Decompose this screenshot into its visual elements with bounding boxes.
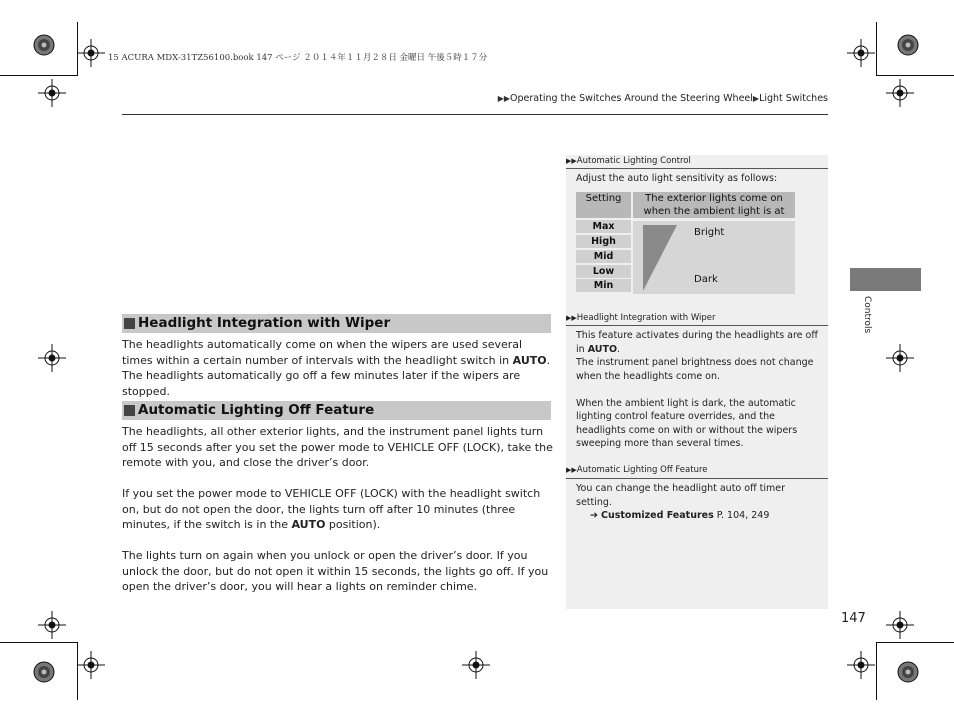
breadcrumb-arrows-icon: ▶▶ bbox=[497, 94, 511, 103]
paragraph bbox=[122, 486, 553, 533]
text-bold: AUTO bbox=[512, 353, 547, 367]
sidebar-rule bbox=[566, 168, 828, 169]
breadcrumb bbox=[498, 93, 828, 104]
section-heading-auto-off bbox=[122, 401, 551, 420]
double-arrow-icon: ▶▶ bbox=[566, 314, 577, 322]
text-run: . bbox=[546, 353, 551, 367]
paragraph: The instrument panel brightness does not change when the headlights come on. bbox=[576, 357, 814, 382]
label-dark: Dark bbox=[694, 274, 718, 285]
section-title: Headlight Integration with Wiper bbox=[138, 315, 391, 331]
sidebar-heading-text: Automatic Lighting Control bbox=[576, 156, 691, 166]
paragraph: The headlights, all other exterior lights, and the instrument panel lights turn off 15 seconds after you set the power mode to VEHICLE OFF (LOCK), take the remote with you, and close the driver’s door. bbox=[122, 425, 553, 469]
table-header-description: The exterior lights come on when the ambient light is at bbox=[633, 192, 795, 218]
paragraph: When the ambient light is dark, the automatic lighting control feature overrides, and the headlights come on with or without the wipers sweeping more than several times. bbox=[576, 397, 798, 449]
breadcrumb-separator-icon: ▶ bbox=[752, 94, 760, 103]
section-square-icon bbox=[124, 405, 135, 416]
label-bright: Bright bbox=[694, 227, 725, 238]
double-arrow-icon: ▶▶ bbox=[566, 466, 577, 474]
paragraph: The headlights automatically go off a few minutes later if the wipers are stopped. bbox=[122, 369, 521, 398]
cross-reference[interactable] bbox=[576, 509, 822, 523]
table-header-setting: Setting bbox=[576, 192, 631, 218]
text-bold: AUTO bbox=[291, 518, 326, 531]
paragraph bbox=[576, 329, 822, 356]
text-bold: AUTO bbox=[587, 343, 618, 355]
sidebar-heading-text: Headlight Integration with Wiper bbox=[576, 313, 716, 323]
section-title: Automatic Lighting Off Feature bbox=[138, 402, 375, 418]
sidebar-intro: Adjust the auto light sensitivity as follows: bbox=[576, 173, 778, 184]
section-square-icon bbox=[124, 318, 135, 329]
section-tab-label: Controls bbox=[862, 296, 872, 334]
double-arrow-icon: ▶▶ bbox=[566, 157, 577, 165]
page-number: 147 bbox=[841, 611, 866, 626]
file-header: 15 ACURA MDX-31TZ56100.book 147 ページ ２０１４年１１月２８日 金曜日 午後５時１７分 bbox=[108, 53, 488, 63]
breadcrumb-parent: Operating the Switches Around the Steering Wheel bbox=[510, 93, 753, 104]
table-row-mid: Mid bbox=[576, 250, 631, 263]
paragraph: The lights turn on again when you unlock or open the driver’s door. If you unlock the door, but do not open it within 15 seconds, the lights go off. If you open the driver’s door, you will hear a lights on reminder chime. bbox=[122, 549, 549, 593]
reference-arrow-icon: ➔ bbox=[590, 510, 598, 521]
section-heading-integration bbox=[122, 314, 551, 333]
reference-label[interactable]: Customized Features bbox=[601, 510, 714, 521]
table-row-max: Max bbox=[576, 220, 631, 233]
sidebar-integration-body bbox=[576, 329, 822, 451]
sidebar-heading-integration bbox=[566, 313, 716, 323]
text-run: . bbox=[617, 343, 621, 355]
table-row-high: High bbox=[576, 235, 631, 248]
sidebar-heading-text: Automatic Lighting Off Feature bbox=[576, 465, 708, 475]
reference-pages[interactable]: P. 104, 249 bbox=[713, 510, 770, 521]
header-rule bbox=[122, 114, 828, 115]
text-run: The headlights automatically come on when the wipers are used several times within a certain number of intervals with the headlight switch in bbox=[122, 338, 523, 367]
table-row-min: Min bbox=[576, 279, 631, 292]
text-run: This feature activates during the headlights are off in bbox=[576, 330, 818, 355]
text-run: position). bbox=[325, 518, 381, 531]
section-tab bbox=[850, 268, 921, 291]
text-run: If you set the power mode to VEHICLE OFF (LOCK) with the headlight switch on, but do not open the door, the lights turn off after 10 minutes (three minutes, if the switch is in the bbox=[122, 487, 541, 531]
table-row-low: Low bbox=[576, 265, 631, 278]
sidebar-rule bbox=[566, 325, 828, 326]
paragraph: You can change the headlight auto off timer setting. bbox=[576, 483, 786, 508]
sidebar-auto-off-body bbox=[576, 482, 822, 523]
paragraph bbox=[122, 337, 553, 368]
sidebar-heading-auto-off bbox=[566, 465, 708, 475]
section-body-integration bbox=[122, 337, 553, 399]
breadcrumb-current: Light Switches bbox=[759, 93, 828, 104]
sidebar-heading-auto-control bbox=[566, 156, 691, 166]
section-body-auto-off bbox=[122, 424, 553, 595]
sidebar-rule bbox=[566, 478, 828, 479]
